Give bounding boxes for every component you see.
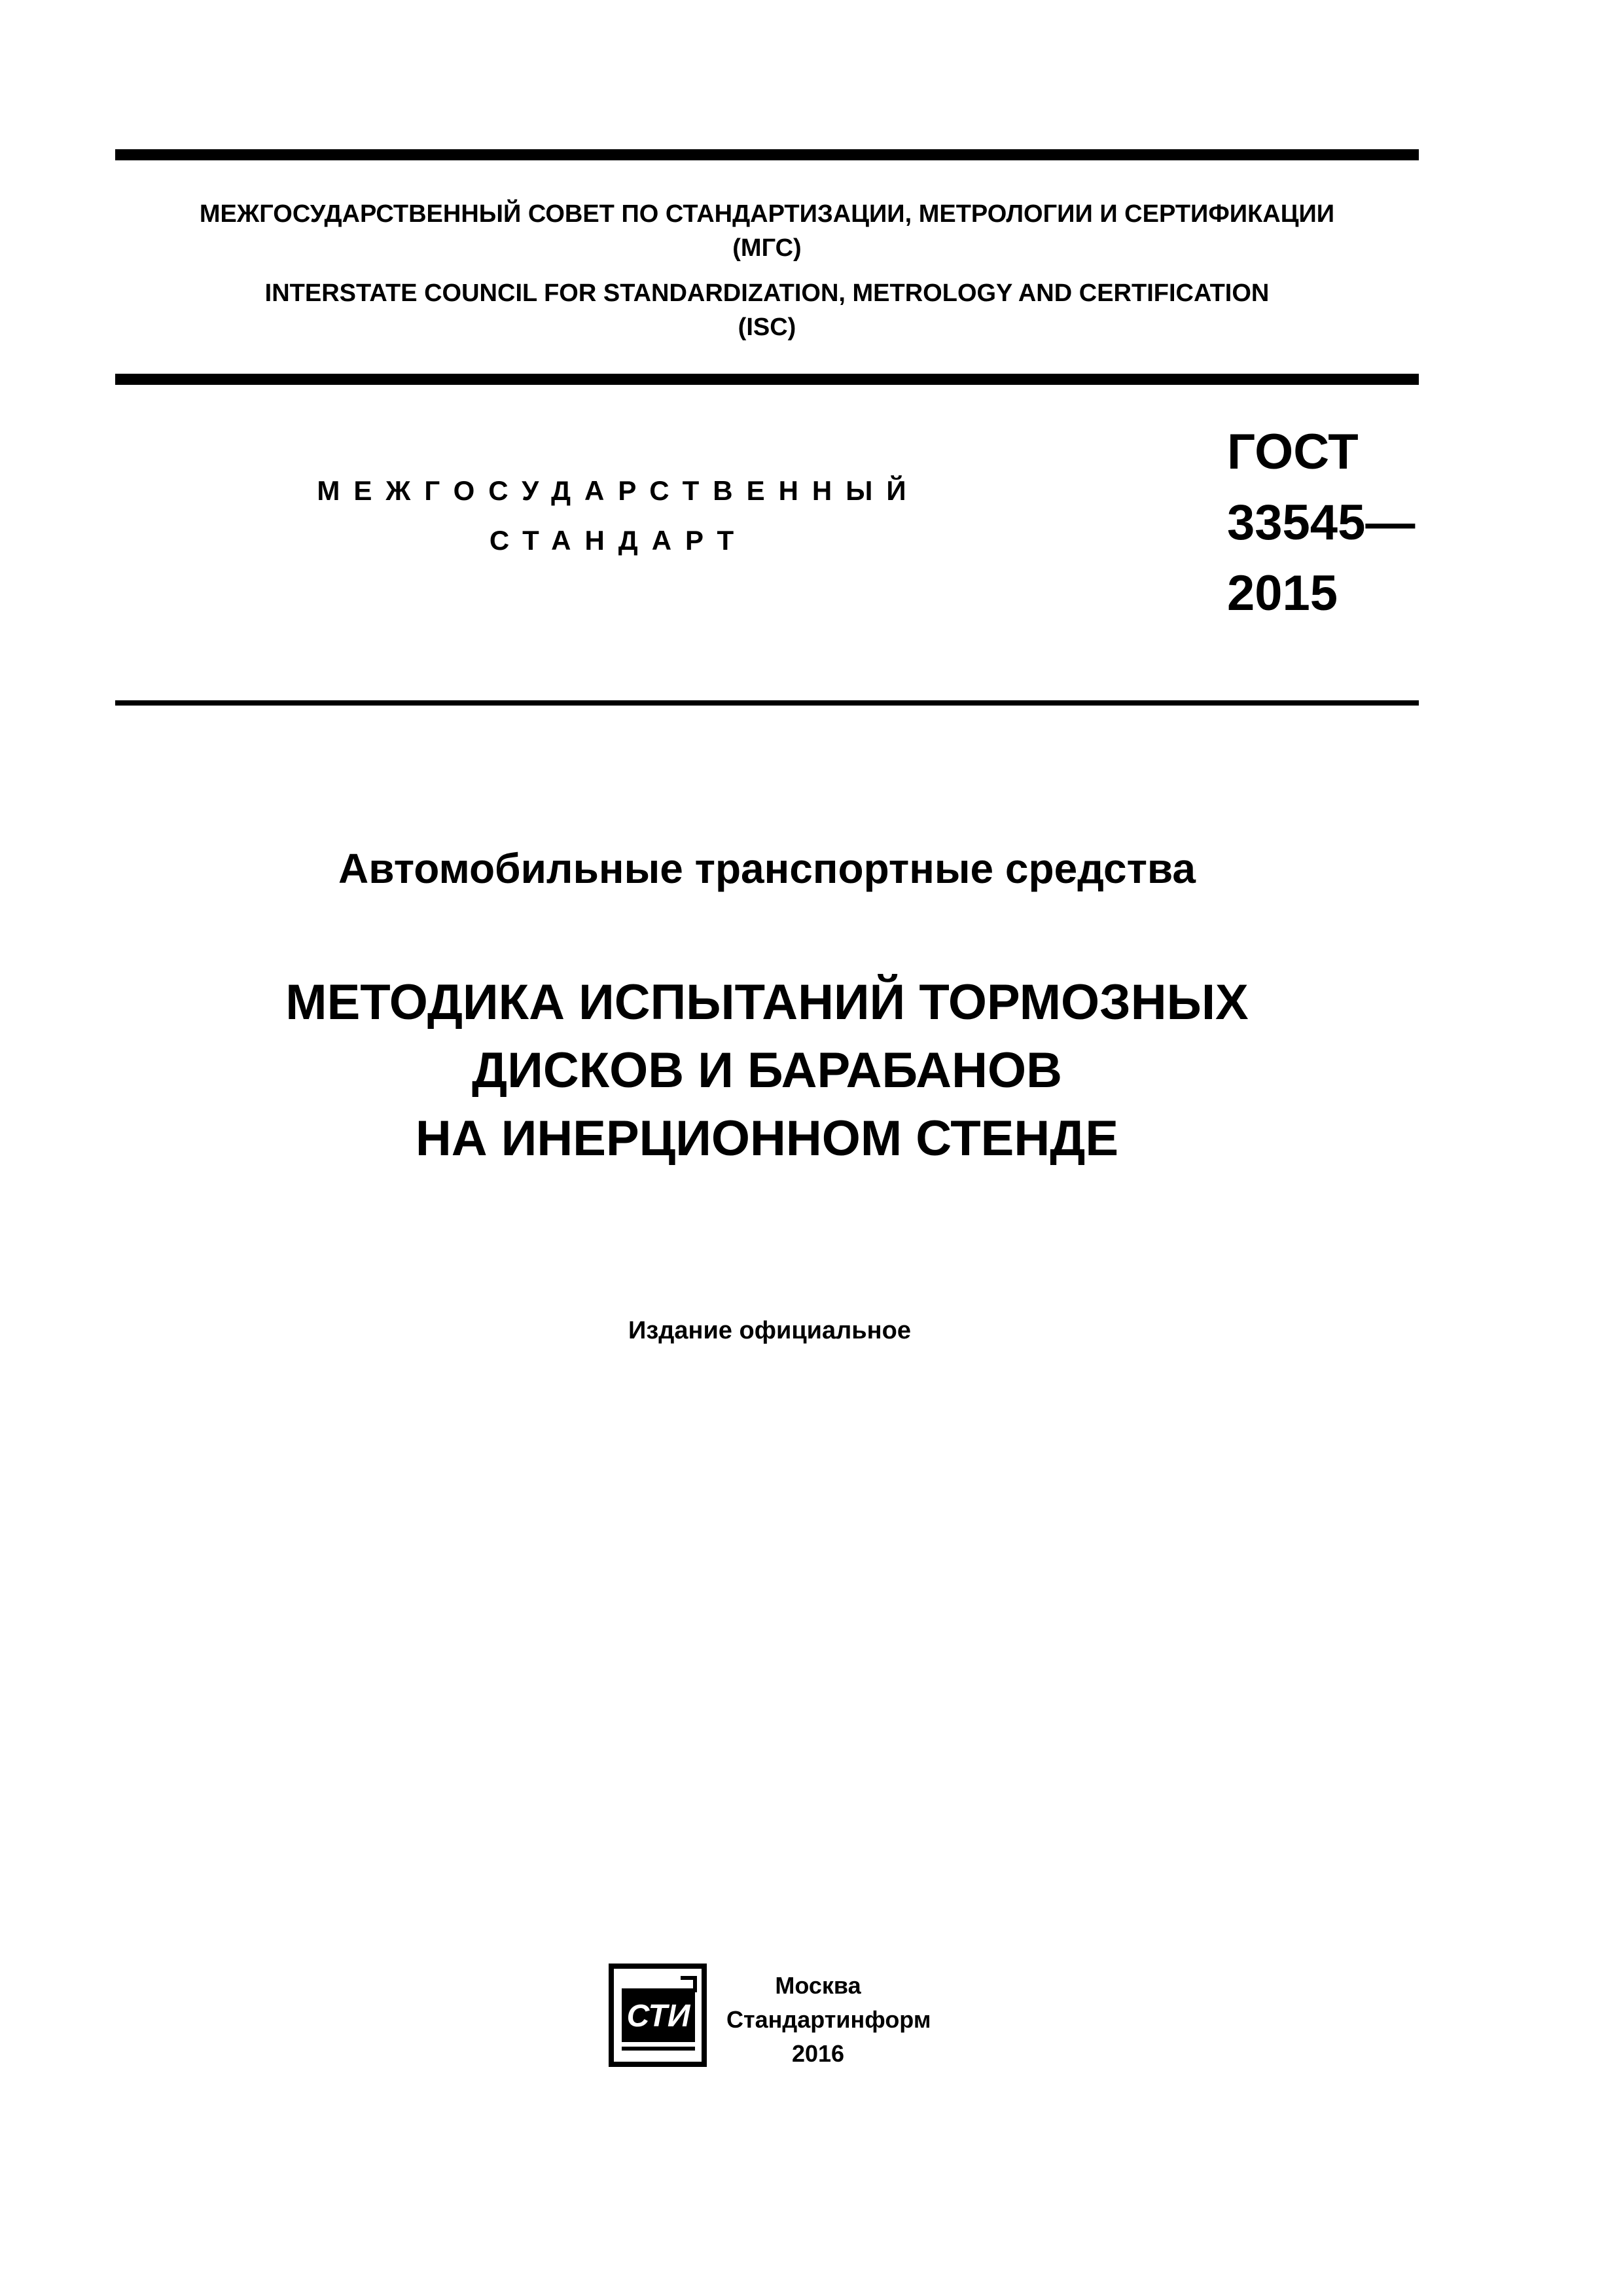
document-title-line2: ДИСКОВ И БАРАБАНОВ <box>472 1043 1062 1098</box>
council-abbr-en: (ISC) <box>738 314 796 341</box>
middle-divider <box>115 374 1419 385</box>
publisher-name: Стандартинформ <box>726 2006 931 2033</box>
council-name-ru-line: МЕЖГОСУДАРСТВЕННЫЙ СОВЕТ ПО СТАНДАРТИЗАЦИИ, МЕТРОЛОГИИ И СЕРТИФИКАЦИИ <box>199 200 1335 228</box>
standard-kind-line2: СТАНДАРТ <box>489 525 748 556</box>
standard-designation-line3: 2015 <box>1227 565 1338 621</box>
top-divider <box>115 149 1419 160</box>
svg-text:СТИ: СТИ <box>626 1999 690 2034</box>
council-name-ru <box>115 197 1419 265</box>
council-name-en-line: INTERSTATE COUNCIL FOR STANDARDIZATION, METROLOGY AND CERTIFICATION <box>264 279 1270 307</box>
council-name-en <box>115 276 1419 344</box>
document-title-line1: МЕТОДИКА ИСПЫТАНИЙ ТОРМОЗНЫХ <box>285 975 1249 1030</box>
publisher-city: Москва <box>775 1972 861 1999</box>
publisher-year: 2016 <box>791 2040 845 2067</box>
standartinform-logo-icon <box>609 1964 707 2067</box>
edition-note: Издание официальное <box>628 1317 911 1344</box>
standard-kind-line1: МЕЖГОСУДАРСТВЕННЫЙ <box>317 475 920 506</box>
bottom-divider <box>115 700 1419 706</box>
council-abbr-ru: (МГС) <box>732 234 802 262</box>
document-subtitle: Автомобильные транспортные средства <box>338 845 1196 892</box>
standard-designation-line1: ГОСТ <box>1227 424 1359 480</box>
document-title-line3: НА ИНЕРЦИОННОМ СТЕНДЕ <box>415 1111 1119 1166</box>
standard-designation-line2: 33545— <box>1227 495 1416 550</box>
